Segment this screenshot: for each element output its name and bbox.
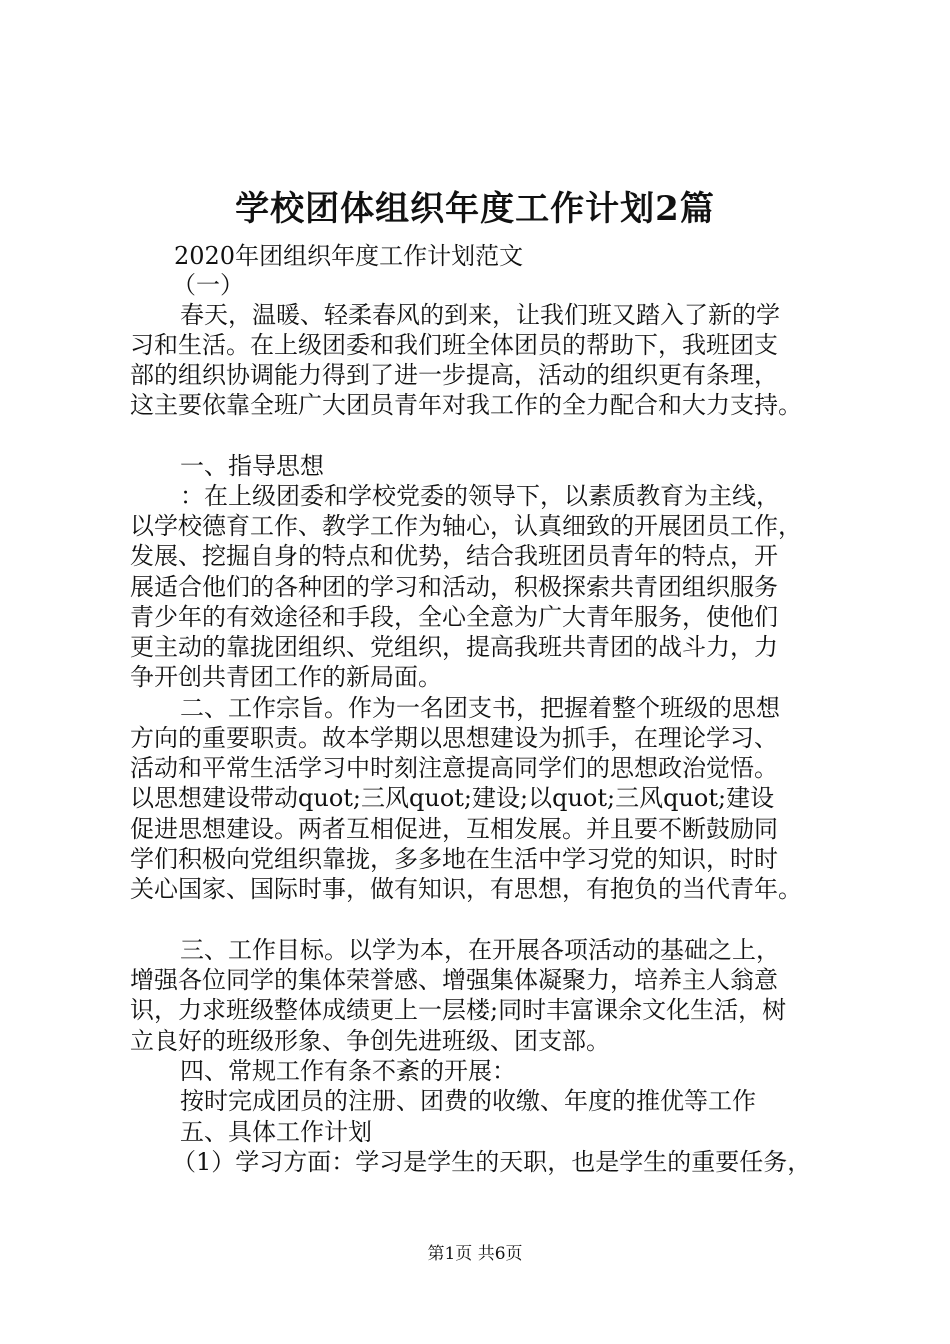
section-number-line: （一） [172, 271, 244, 299]
paragraph-line: 按时完成团员的注册、团费的收缴、年度的推优等工作 [180, 1087, 756, 1115]
paragraph-line: 增强各位同学的集体荣誉感、增强集体凝聚力，培养主人翁意 [130, 966, 778, 994]
paragraph-line: 争开创共青团工作的新局面。 [130, 663, 442, 691]
paragraph-line: ：在上级团委和学校党委的领导下，以素质教育为主线， [180, 482, 780, 510]
page-title: 学校团体组织年度工作计划2篇 [235, 189, 715, 229]
paragraph-line: 这主要依靠全班广大团员青年对我工作的全力配合和大力支持。 [130, 391, 802, 419]
paragraph-line: 习和生活。在上级团委和我们班全体团员的帮助下，我班团支 [130, 331, 778, 359]
paragraph-line: 青少年的有效途径和手段，全心全意为广大青年服务，使他们 [130, 603, 778, 631]
paragraph-line: 春天，温暖、轻柔春风的到来，让我们班又踏入了新的学 [180, 301, 780, 329]
paragraph-line: 发展、挖掘自身的特点和优势，结合我班团员青年的特点，开 [130, 542, 778, 570]
paragraph-line: 三、工作目标。以学为本，在开展各项活动的基础之上， [180, 936, 780, 964]
paragraph-line: 促进思想建设。两者互相促进，互相发展。并且要不断鼓励同 [130, 815, 778, 843]
heading-line: 一、指导思想 [180, 452, 324, 480]
paragraph-line: 以思想建设带动quot;三风quot;建设;以quot;三风quot;建设 [130, 784, 775, 812]
paragraph-line: 方向的重要职责。故本学期以思想建设为抓手，在理论学习、 [130, 724, 778, 752]
paragraph-line: （1）学习方面：学习是学生的天职，也是学生的重要任务， [172, 1148, 812, 1176]
paragraph-line: 部的组织协调能力得到了进一步提高，活动的组织更有条理， [130, 361, 778, 389]
paragraph-line: 展适合他们的各种团的学习和活动，积极探索共青团组织服务 [130, 573, 778, 601]
paragraph-line: 以学校德育工作、教学工作为轴心，认真细致的开展团员工作， [130, 512, 802, 540]
paragraph-line: 立良好的班级形象、争创先进班级、团支部。 [130, 1027, 610, 1055]
paragraph-line: 学们积极向党组织靠拢，多多地在生活中学习党的知识，时时 [130, 845, 778, 873]
heading-line: 四、常规工作有条不紊的开展： [180, 1057, 516, 1085]
paragraph-line: 更主动的靠拢团组织、党组织，提高我班共青团的战斗力，力 [130, 633, 778, 661]
paragraph-line: 活动和平常生活学习中时刻注意提高同学们的思想政治觉悟。 [130, 754, 778, 782]
paragraph-line: 识，力求班级整体成绩更上一层楼;同时丰富课余文化生活，树 [130, 996, 787, 1024]
paragraph-line: 二、工作宗旨。作为一名团支书，把握着整个班级的思想 [180, 694, 780, 722]
page-number: 第1页 共6页 [427, 1244, 523, 1264]
subtitle-line: 2020年团组织年度工作计划范文 [174, 242, 524, 270]
heading-line: 五、具体工作计划 [180, 1118, 372, 1146]
paragraph-line: 关心国家、国际时事，做有知识，有思想，有抱负的当代青年。 [130, 875, 802, 903]
